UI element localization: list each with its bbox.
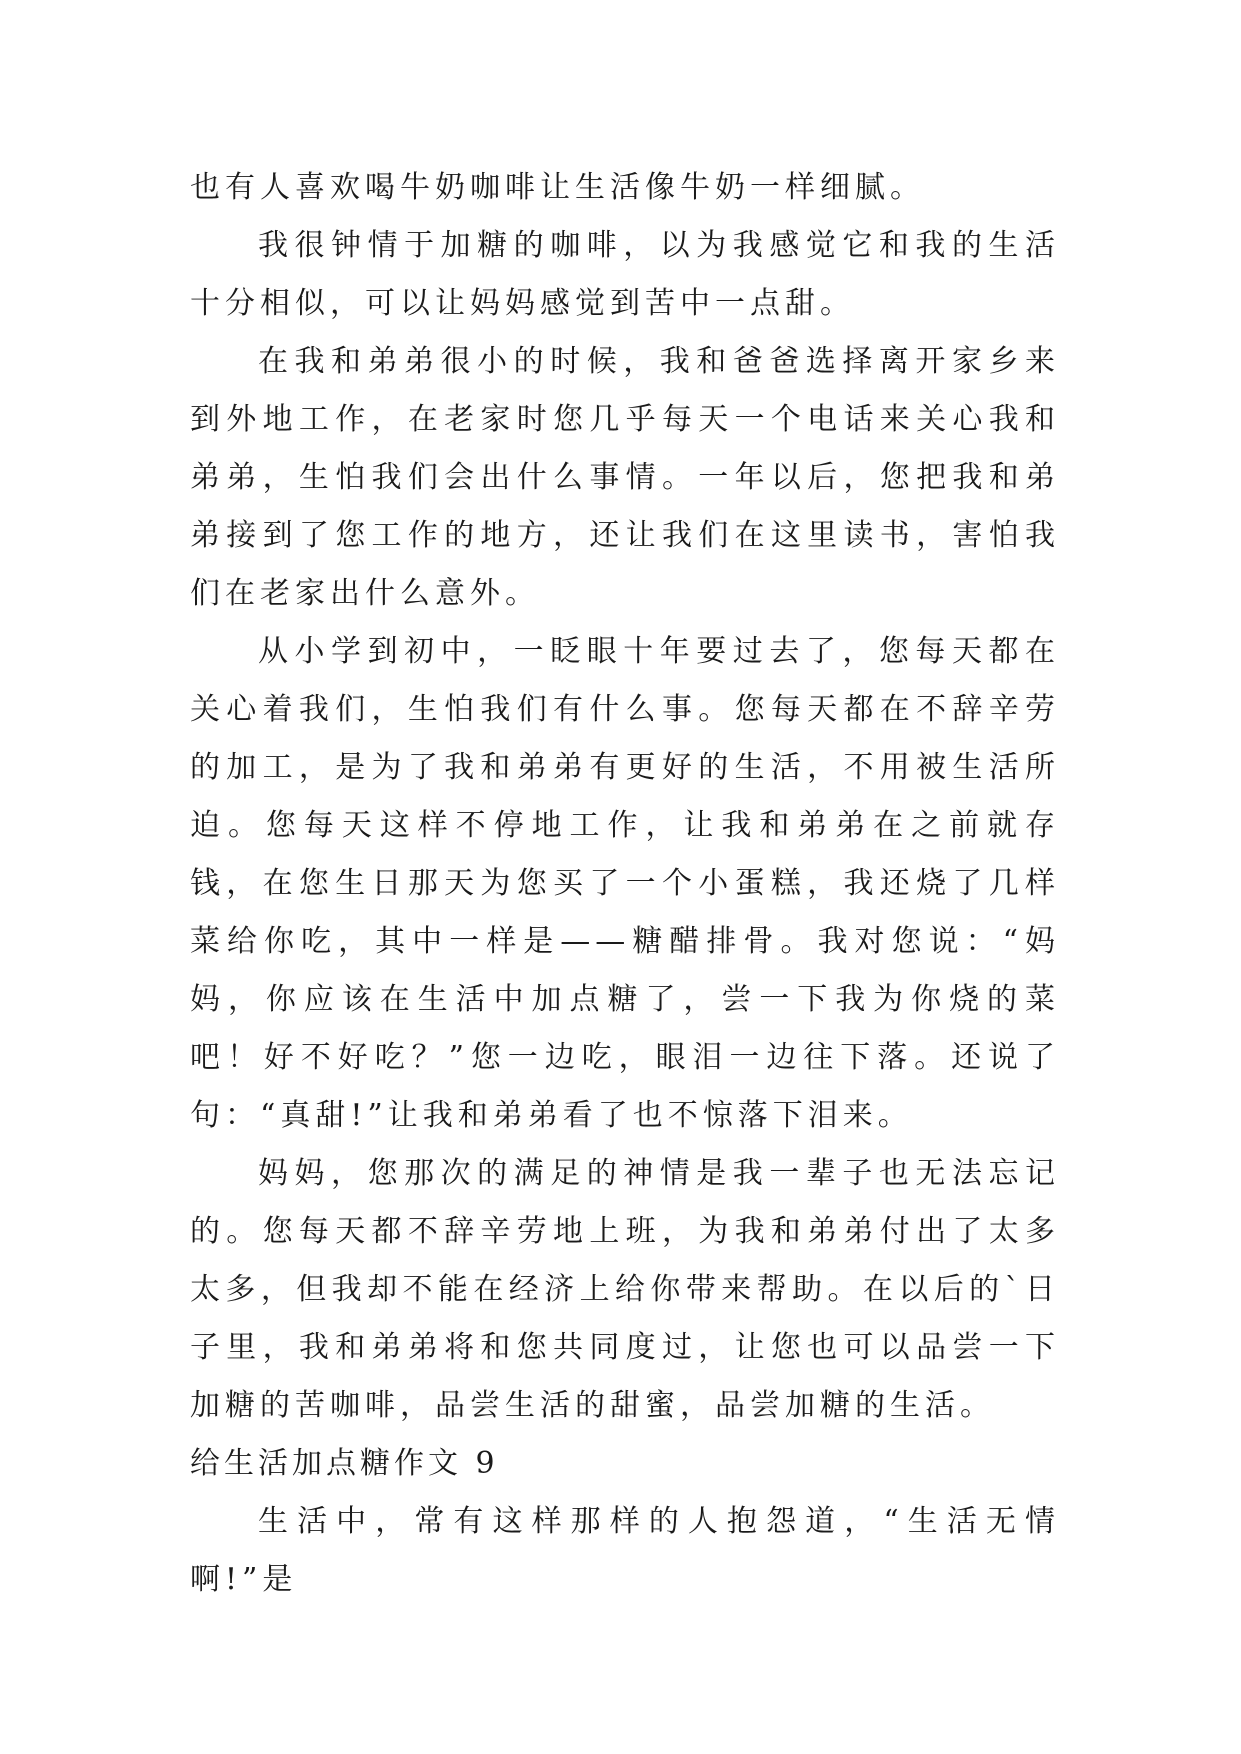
section-heading: 给生活加点糖作文 9	[190, 1446, 499, 1481]
paragraph-3: 在我和弟弟很小的时候，我和爸爸选择离开家乡来到外地工作，在老家时您几乎每天一个电话来关心我和弟弟，生怕我们会出什么事情。一年以后，您把我和弟弟接到了您工作的地方，还让我们在这里读书，害怕我们在老家出什么意外。	[190, 344, 1060, 611]
paragraph-4: 从小学到初中，一眨眼十年要过去了，您每天都在关心着我们，生怕我们有什么事。您每天都在不辞辛劳的加工，是为了我和弟弟有更好的生活，不用被生活所迫。您每天这样不停地工作，让我和弟弟在之前就存钱，在您生日那天为您买了一个小蛋糕，我还烧了几样菜给你吃，其中一样是——糖醋排骨。我对您说：“妈妈，你应该在生活中加点糖了，尝一下我为你烧的菜吧！好不好吃？”您一边吃，眼泪一边往下落。还说了句：“真甜!”让我和弟弟看了也不惊落下泪来。	[190, 634, 1060, 1133]
document-body	[190, 159, 1060, 1609]
paragraph-1: 也有人喜欢喝牛奶咖啡让生活像牛奶一样细腻。	[190, 170, 925, 205]
paragraph-2: 我很钟情于加糖的咖啡，以为我感觉它和我的生活十分相似，可以让妈妈感觉到苦中一点甜。	[190, 228, 1060, 321]
paragraph-6: 生活中，常有这样那样的人抱怨道，“生活无情啊!”是	[190, 1504, 1060, 1597]
paragraph-5: 妈妈，您那次的满足的神情是我一辈子也无法忘记的。您每天都不辞辛劳地上班，为我和弟弟付出了太多太多，但我却不能在经济上给你带来帮助。在以后的`日子里，我和弟弟将和您共同度过，让您也可以品尝一下加糖的苦咖啡，品尝生活的甜蜜，品尝加糖的生活。	[190, 1156, 1060, 1423]
